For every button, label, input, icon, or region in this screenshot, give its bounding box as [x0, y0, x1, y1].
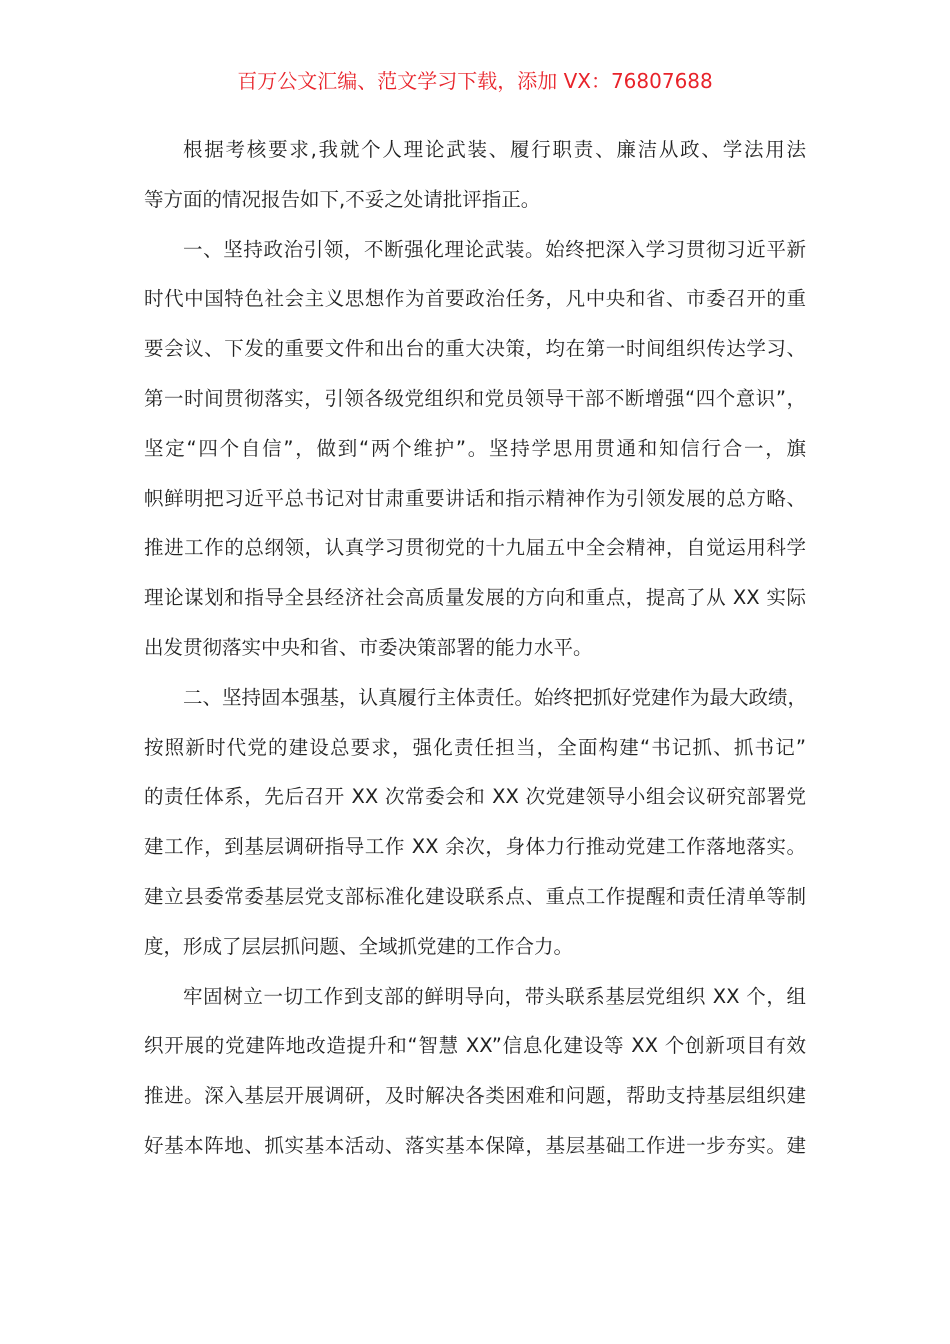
- text-line: 坚定“四个自信”，做到“两个维护”。坚持学思用贯通和知信行合一，旗: [144, 436, 806, 460]
- text-line: 按照新时代党的建设总要求，强化责任担当，全面构建“书记抓、抓书记”: [144, 735, 806, 759]
- text-line: 一、坚持政治引领，不断强化理论武装。始终把深入学习贯彻习近平新: [183, 237, 806, 261]
- text-line: 的责任体系，先后召开 XX 次常委会和 XX 次党建领导小组会议研究部署党: [144, 785, 806, 809]
- text-line: 要会议、下发的重要文件和出台的重大决策，均在第一时间组织传达学习、: [144, 337, 806, 361]
- text-line: 等方面的情况报告如下,不妥之处请批评指正。: [144, 187, 541, 211]
- document-body: [144, 133, 806, 1179]
- watermark-header: 百万公文汇编、范文学习下载，添加 VX：76807688: [237, 69, 713, 93]
- text-line: 推进。深入基层开展调研，及时解决各类困难和问题，帮助支持基层组织建: [144, 1084, 806, 1108]
- text-line: 建立县委常委基层党支部标准化建设联系点、重点工作提醒和责任清单等制: [144, 884, 806, 908]
- text-line: 根据考核要求,我就个人理论武装、履行职责、廉洁从政、学法用法: [183, 138, 806, 161]
- text-line: 理论谋划和指导全县经济社会高质量发展的方向和重点，提高了从 XX 实际: [144, 586, 806, 610]
- text-line: 二、坚持固本强基，认真履行主体责任。始终把抓好党建作为最大政绩，: [183, 685, 808, 709]
- text-line: 度，形成了层层抓问题、全域抓党建的工作合力。: [144, 934, 574, 958]
- text-line: 牢固树立一切工作到支部的鲜明导向，带头联系基层党组织 XX 个，组: [183, 984, 806, 1008]
- text-line: 推进工作的总纲领，认真学习贯彻党的十九届五中全会精神，自觉运用科学: [144, 536, 806, 560]
- text-line: 帜鲜明把习近平总书记对甘肃重要讲话和指示精神作为引领发展的总方略、: [144, 486, 806, 510]
- text-line: 出发贯彻落实中央和省、市委决策部署的能力水平。: [144, 635, 593, 659]
- text-line: 时代中国特色社会主义思想作为首要政治任务，凡中央和省、市委召开的重: [144, 287, 806, 311]
- text-line: 建工作，到基层调研指导工作 XX 余次，身体力行推动党建工作落地落实。: [144, 835, 806, 859]
- text-line: 织开展的党建阵地改造提升和“智慧 XX”信息化建设等 XX 个创新项目有效: [144, 1034, 806, 1058]
- text-line: 好基本阵地、抓实基本活动、落实基本保障，基层基础工作进一步夯实。建: [144, 1133, 806, 1157]
- text-line: 第一时间贯彻落实，引领各级党组织和党员领导干部不断增强“四个意识”，: [144, 386, 806, 410]
